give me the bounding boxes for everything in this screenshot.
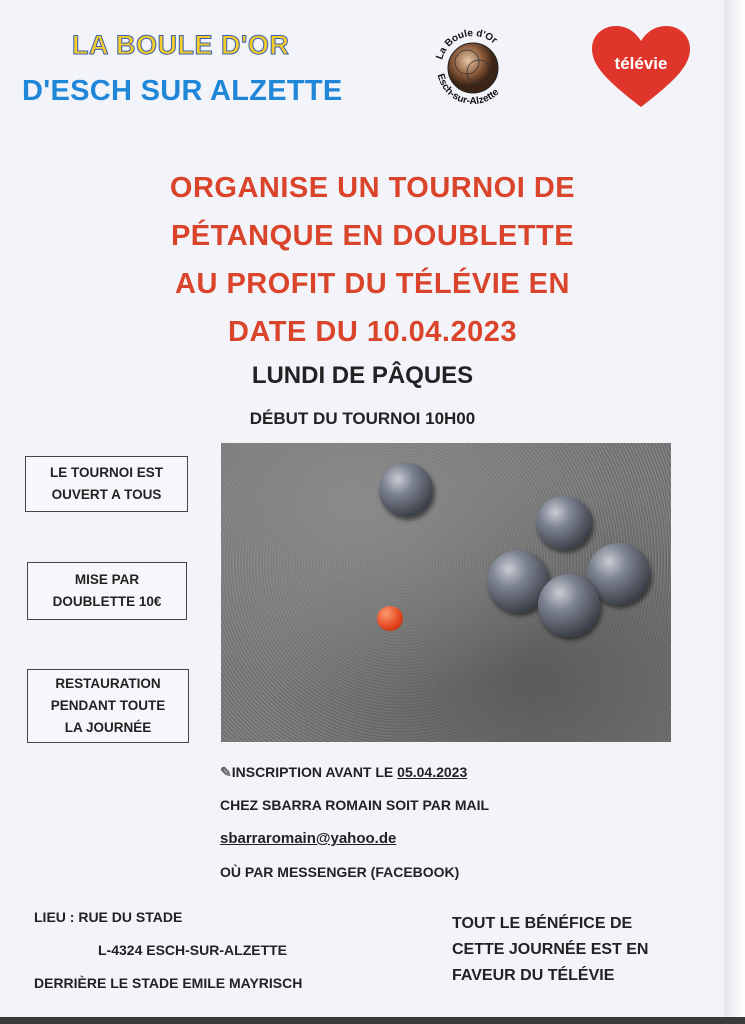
registration-prefix: INSCRIPTION AVANT LE [231, 764, 398, 780]
club-name-line2: D'ESCH SUR ALZETTE [22, 75, 343, 107]
headline-line-3: AU PROFIT DU TÉLÉVIE EN [175, 268, 570, 300]
petanque-photo [221, 443, 671, 742]
scan-edge [724, 0, 745, 1024]
box-text: OUVERT A TOUS [51, 487, 162, 502]
info-box-fee [27, 562, 187, 620]
location-line-2: L-4324 ESCH-SUR-ALZETTE [98, 942, 288, 958]
benefit-line: CETTE JOURNÉE EST EN [452, 941, 649, 958]
registration-messenger: OÙ PAR MESSENGER (FACEBOOK) [220, 864, 460, 880]
registration-contact: CHEZ SBARRA ROMAIN SOIT PAR MAIL [220, 797, 490, 813]
box-text: DOUBLETTE 10€ [52, 594, 162, 609]
cochonnet [377, 606, 403, 631]
svg-text:La Boule d'Or: La Boule d'Or [434, 27, 500, 62]
headline-line-2: PÉTANQUE EN DOUBLETTE [170, 220, 575, 252]
svg-text:Esch-sur-Alzette: Esch-sur-Alzette [434, 72, 502, 108]
headline-date: DATE DU 10.04.2023 [228, 316, 517, 348]
box-text: LE TOURNOI EST [49, 465, 163, 480]
registration-deadline: 05.04.2023 [397, 764, 468, 780]
event-day: LUNDI DE PÂQUES [251, 362, 474, 389]
boule [379, 463, 433, 517]
headline-line-1: ORGANISE UN TOURNOI DE [169, 172, 576, 204]
location-line-3: DERRIÈRE LE STADE EMILE MAYRISCH [34, 975, 303, 991]
info-box-catering [27, 669, 189, 743]
scan-bottom-edge [0, 1017, 745, 1024]
info-box-open [25, 456, 188, 512]
registration-line [220, 764, 467, 781]
club-name-line1: LA BOULE D'OR [72, 30, 290, 60]
box-text: PENDANT TOUTE [50, 698, 166, 713]
location-line-1: LIEU : RUE DU STADE [34, 909, 183, 925]
televie-logo-text: télévie [614, 54, 668, 73]
televie-heart-logo [590, 25, 692, 109]
start-time: DÉBUT DU TOURNOI 10H00 [249, 409, 476, 428]
benefit-line: FAVEUR DU TÉLÉVIE [452, 967, 615, 984]
boule [536, 496, 592, 550]
email-link[interactable]: sbarraromain@yahoo.de [220, 830, 397, 847]
pencil-icon: ✎ [220, 764, 232, 780]
benefit-line: TOUT LE BÉNÉFICE DE [452, 915, 633, 932]
boule [538, 574, 600, 637]
box-text: LA JOURNÉE [64, 720, 152, 735]
box-text: RESTAURATION [55, 676, 161, 691]
club-logo [427, 22, 519, 114]
benefit-text [452, 911, 648, 989]
box-text: MISE PAR [74, 572, 140, 587]
